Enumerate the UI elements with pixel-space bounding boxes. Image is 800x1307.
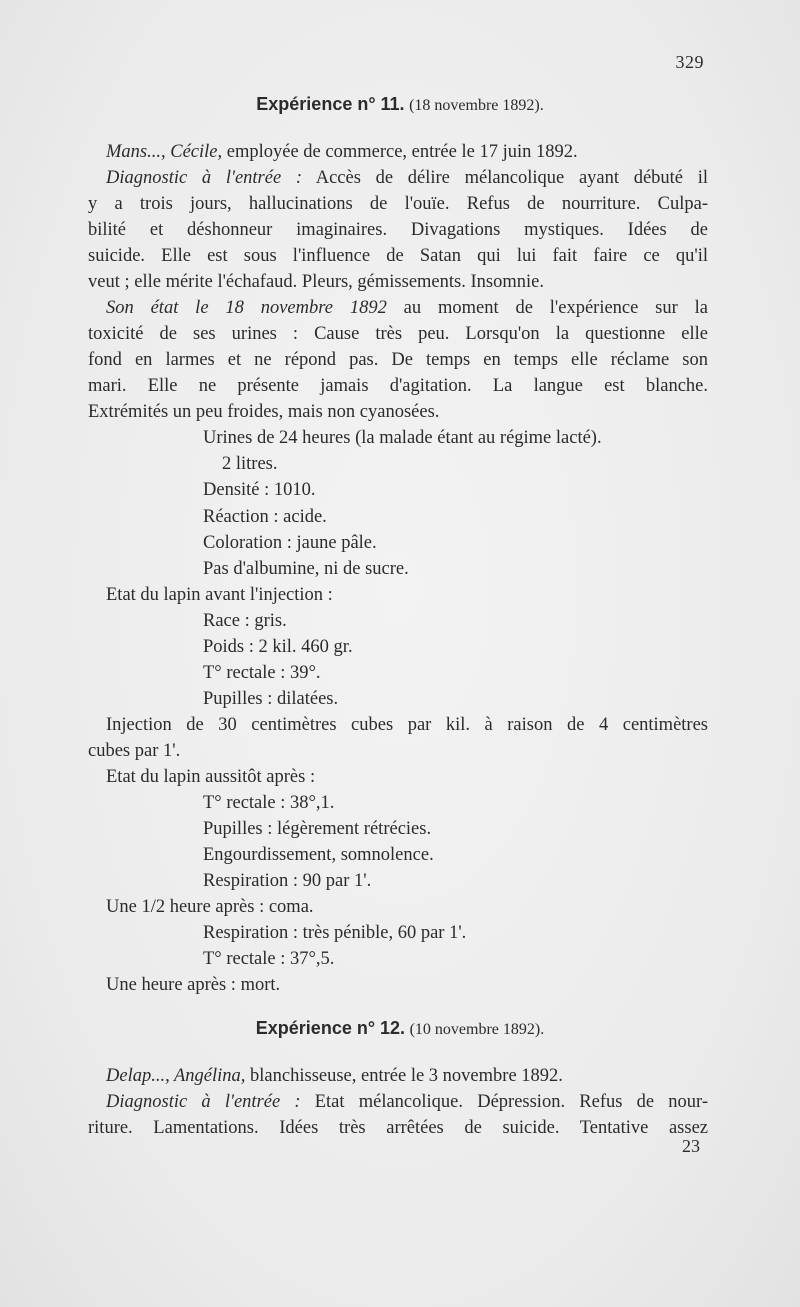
diagnostic-text: Etat mélancolique. Dépression. Refus de nour- [314, 1092, 708, 1112]
experience-12-date: (10 novembre 1892). [409, 1021, 545, 1038]
diagnostic-line [106, 166, 708, 190]
text-line: fond en larmes et ne répond pas. De temps en temps elle réclame son [88, 350, 708, 370]
urine-line: 2 litres. [222, 454, 278, 474]
rabbit-after-heading: Etat du lapin aussitôt après : [106, 767, 316, 787]
state-text: au moment de l'expérience sur la [403, 298, 708, 318]
patient-line [106, 1064, 563, 1088]
state-line [106, 296, 708, 320]
injection-line: Injection de 30 centimètres cubes par kil. à raison de 4 centimètres [106, 715, 708, 735]
signature-mark: 23 [682, 1136, 700, 1156]
patient-admission: blanchisseuse, entrée le 3 novembre 1892. [250, 1066, 563, 1086]
text-line: bilité et déshonneur imaginaires. Divagations mystiques. Idées de [88, 220, 708, 240]
experience-12-title: Expérience n° 12. [255, 1018, 406, 1038]
patient-admission: employée de commerce, entrée le 17 juin 1892. [226, 142, 578, 162]
text-line: mari. Elle ne présente jamais d'agitation. La langue est blanche. [88, 376, 708, 396]
text-line: Extrémités un peu froides, mais non cyanosées. [88, 402, 440, 422]
text-line: riture. Lamentations. Idées très arrêtées de suicide. Tentative assez [88, 1118, 708, 1138]
experience-11-title: Expérience n° 11. [256, 94, 405, 114]
urine-line: Densité : 1010. [203, 480, 316, 500]
experience-11-date: (18 novembre 1892). [409, 97, 544, 114]
text-line: veut ; elle mérite l'échafaud. Pleurs, gémissements. Insomnie. [88, 272, 544, 292]
urine-line: Coloration : jaune pâle. [203, 533, 377, 553]
half-hour-item: Respiration : très pénible, 60 par 1'. [203, 923, 467, 943]
rabbit-before-item: Pupilles : dilatées. [203, 689, 339, 709]
rabbit-before-heading: Etat du lapin avant l'injection : [106, 585, 333, 605]
experience-12-heading [0, 1018, 800, 1039]
urine-line: Pas d'albumine, ni de sucre. [203, 559, 409, 579]
diagnostic-label: Diagnostic à l'entrée : [106, 168, 303, 188]
rabbit-after-item: Engourdissement, somnolence. [203, 845, 434, 865]
state-label: Son état le 18 novembre 1892 [106, 298, 387, 318]
patient-name: Delap..., Angélina, [106, 1066, 246, 1086]
rabbit-after-item: Respiration : 90 par 1'. [203, 871, 372, 891]
one-hour-line: Une heure après : mort. [106, 975, 281, 995]
diagnostic-line [106, 1090, 708, 1114]
rabbit-after-item: Pupilles : légèrement rétrécies. [203, 819, 432, 839]
diagnostic-label: Diagnostic à l'entrée : [106, 1092, 301, 1112]
rabbit-before-item: Race : gris. [203, 611, 287, 631]
text-line: y a trois jours, hallucinations de l'ouïe. Refus de nourriture. Culpa- [88, 194, 708, 214]
rabbit-before-item: T° rectale : 39°. [203, 663, 321, 683]
experience-11-heading [0, 94, 800, 115]
patient-line [106, 140, 578, 164]
page-number: 329 [675, 52, 704, 72]
half-hour-item: T° rectale : 37°,5. [203, 949, 335, 969]
injection-line: cubes par 1'. [88, 741, 181, 761]
text-line: toxicité de ses urines : Cause très peu. Lorsqu'on la questionne elle [88, 324, 708, 344]
rabbit-before-item: Poids : 2 kil. 460 gr. [203, 637, 353, 657]
patient-name: Mans..., Cécile, [106, 142, 223, 162]
urine-line: Urines de 24 heures (la malade étant au régime lacté). [203, 428, 602, 448]
rabbit-after-item: T° rectale : 38°,1. [203, 793, 335, 813]
diagnostic-text: Accès de délire mélancolique ayant débuté il [315, 168, 709, 188]
urine-line: Réaction : acide. [203, 507, 327, 527]
text-line: suicide. Elle est sous l'influence de Satan qui lui fait faire ce qu'il [88, 246, 708, 266]
half-hour-heading: Une 1/2 heure après : coma. [106, 897, 314, 917]
